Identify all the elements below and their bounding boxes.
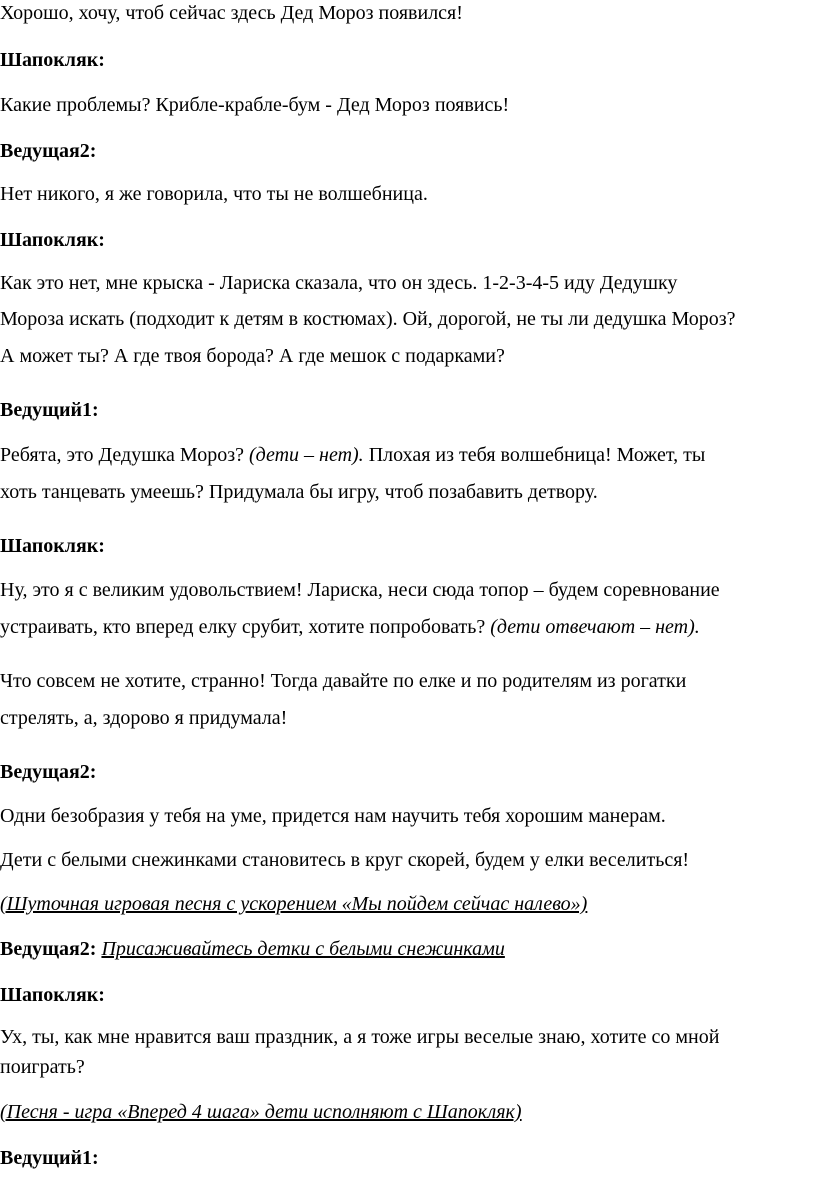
- text-line: поиграть?: [0, 1056, 85, 1078]
- speaker-label: Шапокляк:: [0, 49, 105, 71]
- text-line: Нет никого, я же говорила, что ты не волшебница.: [0, 183, 428, 205]
- speaker-label: Шапокляк:: [0, 229, 105, 251]
- stage-direction: Присаживайтесь детки с белыми снежинками: [101, 938, 505, 960]
- text-line: [0, 937, 505, 961]
- stage-direction: (Шуточная игровая песня с ускорением «Мы пойдем сейчас налево»): [0, 893, 588, 915]
- text-line: [0, 443, 705, 467]
- stage-direction: (дети отвечают – нет).: [490, 616, 700, 638]
- speaker-label: Ведущая2:: [0, 140, 97, 162]
- text-line: хоть танцевать умеешь? Придумала бы игру, чтоб позабавить детвору.: [0, 481, 598, 503]
- text-line: Дети с белыми снежинками становитесь в круг скорей, будем у елки веселиться!: [0, 849, 690, 871]
- text-fragment: Плохая из тебя волшебница! Может, ты: [363, 444, 706, 466]
- text-line: Одни безобразия у тебя на уме, придется нам научить тебя хорошим манерам.: [0, 805, 666, 827]
- text-line: Мороза искать (подходит к детям в костюмах). Ой, дорогой, не ты ли дедушка Мороз?: [0, 308, 736, 330]
- text-line: Какие проблемы? Крибле-крабле-бум - Дед Мороз появись!: [0, 94, 510, 116]
- speaker-label: Шапокляк:: [0, 984, 105, 1006]
- stage-direction: (дети – нет).: [248, 444, 364, 466]
- text-line: Что совсем не хотите, странно! Тогда давайте по елке и по родителям из рогатки: [0, 670, 687, 692]
- speaker-label: Ведущая2:: [0, 761, 97, 783]
- text-line: Как это нет, мне крыска - Лариска сказала, что он здесь. 1-2-3-4-5 иду Дедушку: [0, 272, 678, 294]
- text-line: [0, 615, 700, 639]
- speaker-label: Ведущий1:: [0, 399, 99, 421]
- text-line: Ну, это я с великим удовольствием! Лариска, неси сюда топор – будем соревнование: [0, 579, 720, 601]
- text-line: Хорошо, хочу, чтоб сейчас здесь Дед Мороз появился!: [0, 2, 463, 24]
- text-line: А может ты? А где твоя борода? А где мешок с подарками?: [0, 345, 505, 367]
- text-fragment: устраивать, кто вперед елку срубит, хотите попробовать?: [0, 616, 491, 638]
- speaker-label: Ведущая2:: [0, 938, 102, 960]
- speaker-label: Ведущий1:: [0, 1147, 99, 1169]
- text-line: Ух, ты, как мне нравится ваш праздник, а я тоже игры веселые знаю, хотите со мной: [0, 1026, 720, 1048]
- text-fragment: Ребята, это Дедушка Мороз?: [0, 444, 249, 466]
- stage-direction: (Песня - игра «Вперед 4 шага» дети исполняют с Шапокляк): [0, 1101, 522, 1123]
- text-line: стрелять, а, здорово я придумала!: [0, 707, 288, 729]
- speaker-label: Шапокляк:: [0, 535, 105, 557]
